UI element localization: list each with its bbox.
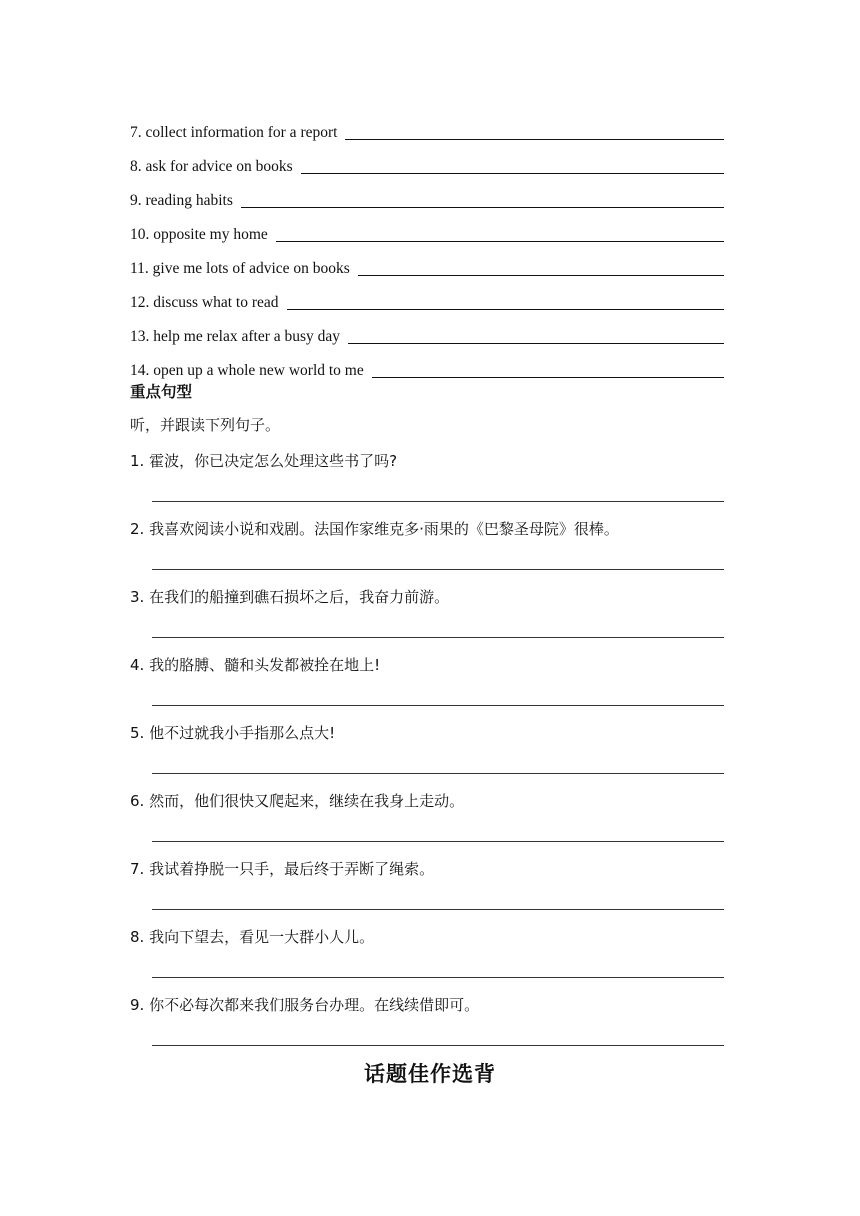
sentence-list (130, 448, 724, 1060)
phrase-text: 12. discuss what to read (130, 294, 279, 311)
phrase-row (130, 346, 724, 380)
sentence-text: 9. 你不必每次都来我们服务台办理。在线续借即可。 (130, 996, 480, 1014)
phrase-text: 14. open up a whole new world to me (130, 362, 364, 379)
answer-blank[interactable] (152, 637, 724, 638)
phrase-row (130, 108, 724, 142)
sentence-item (130, 856, 724, 924)
sentence-item (130, 992, 724, 1060)
sentence-item (130, 448, 724, 516)
answer-blank[interactable] (301, 172, 724, 174)
next-section-title: 话题佳作选背 (364, 1062, 496, 1086)
answer-blank[interactable] (152, 841, 724, 842)
answer-blank[interactable] (287, 308, 724, 310)
sentence-item (130, 924, 724, 992)
answer-blank[interactable] (358, 274, 724, 276)
phrase-row (130, 244, 724, 278)
phrase-row (130, 210, 724, 244)
section-instruction: 听，并跟读下列句子。 (130, 416, 281, 434)
answer-blank[interactable] (152, 501, 724, 502)
phrase-row (130, 312, 724, 346)
sentence-item (130, 516, 724, 584)
sentence-item (130, 720, 724, 788)
answer-blank[interactable] (152, 977, 724, 978)
phrase-text: 11. give me lots of advice on books (130, 260, 350, 277)
phrase-text: 10. opposite my home (130, 226, 268, 243)
sentence-item (130, 788, 724, 856)
sentence-text: 3. 在我们的船撞到礁石损坏之后，我奋力前游。 (130, 588, 450, 606)
sentence-text: 5. 他不过就我小手指那么点大! (130, 724, 336, 742)
answer-blank[interactable] (241, 206, 724, 208)
sentence-text: 2. 我喜欢阅读小说和戏剧。法国作家维克多·雨果的《巴黎圣母院》很棒。 (130, 520, 619, 538)
sentence-text: 4. 我的胳膊、髓和头发都被拴在地上! (130, 656, 381, 674)
sentence-text: 7. 我试着挣脱一只手，最后终于弄断了绳索。 (130, 860, 435, 878)
phrase-row (130, 278, 724, 312)
sentence-text: 8. 我向下望去，看见一大群小人儿。 (130, 928, 375, 946)
answer-blank[interactable] (372, 376, 724, 378)
phrase-text: 9. reading habits (130, 192, 233, 209)
answer-blank[interactable] (345, 138, 724, 140)
sentence-item (130, 652, 724, 720)
phrase-text: 8. ask for advice on books (130, 158, 293, 175)
sentence-text: 6. 然而，他们很快又爬起来，继续在我身上走动。 (130, 792, 465, 810)
phrase-text: 7. collect information for a report (130, 124, 338, 141)
sentence-item (130, 584, 724, 652)
answer-blank[interactable] (152, 1045, 724, 1046)
section-title: 重点句型 (130, 383, 193, 401)
answer-blank[interactable] (276, 240, 724, 242)
phrase-row (130, 176, 724, 210)
answer-blank[interactable] (152, 909, 724, 910)
answer-blank[interactable] (152, 569, 724, 570)
sentence-text: 1. 霍波，你已决定怎么处理这些书了吗? (130, 452, 398, 470)
phrase-row (130, 142, 724, 176)
answer-blank[interactable] (348, 342, 724, 344)
answer-blank[interactable] (152, 705, 724, 706)
answer-blank[interactable] (152, 773, 724, 774)
phrase-text: 13. help me relax after a busy day (130, 328, 341, 345)
phrase-list (130, 108, 724, 380)
